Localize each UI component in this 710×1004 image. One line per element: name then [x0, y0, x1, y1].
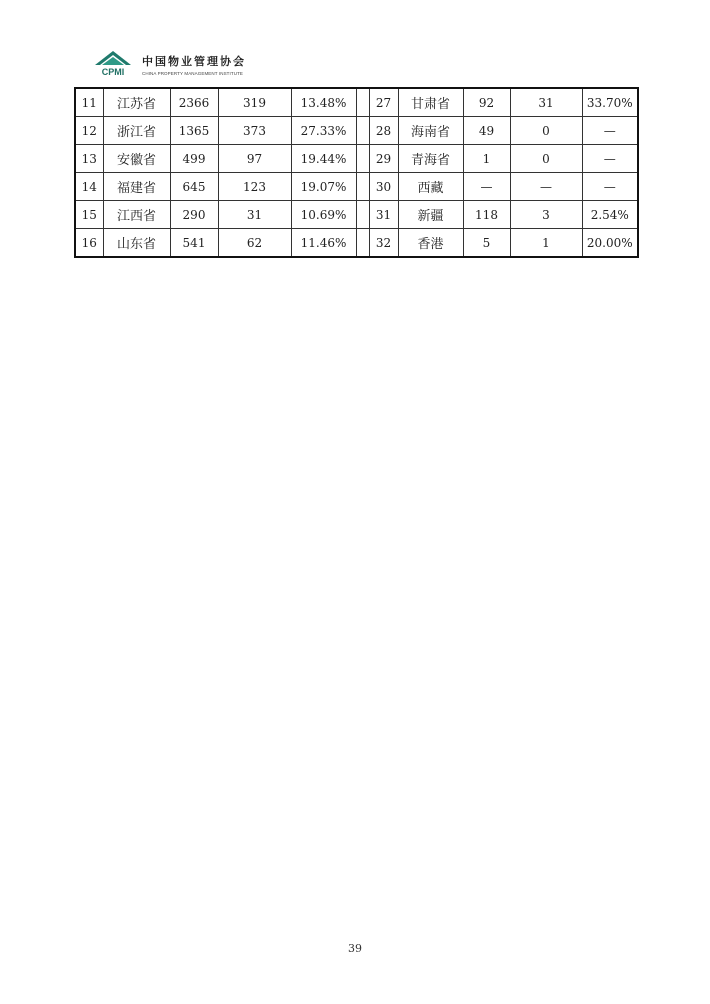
cell-index: 32: [369, 229, 398, 258]
cell-count: 1: [510, 229, 582, 258]
cell-province: 西藏: [398, 173, 463, 201]
column-divider: [356, 88, 369, 117]
cell-count: 123: [218, 173, 291, 201]
column-divider: [356, 117, 369, 145]
cell-province: 福建省: [103, 173, 170, 201]
cpmi-logo-icon: [92, 50, 134, 78]
cell-index: 13: [75, 145, 103, 173]
cell-percent: 19.44%: [291, 145, 356, 173]
cell-count: 0: [510, 117, 582, 145]
cell-province: 江西省: [103, 201, 170, 229]
cell-province: 浙江省: [103, 117, 170, 145]
org-name: [142, 53, 246, 76]
cell-index: 31: [369, 201, 398, 229]
table-row: [75, 201, 638, 229]
cell-province: 甘肃省: [398, 88, 463, 117]
cell-province: 青海省: [398, 145, 463, 173]
cell-province: 新疆: [398, 201, 463, 229]
cell-total: 49: [463, 117, 510, 145]
cell-province: 山东省: [103, 229, 170, 258]
cell-percent: 27.33%: [291, 117, 356, 145]
table-row: [75, 145, 638, 173]
province-stats-table: [74, 87, 639, 258]
cell-province: 安徽省: [103, 145, 170, 173]
cell-total: 290: [170, 201, 218, 229]
cell-percent: 19.07%: [291, 173, 356, 201]
cell-index: 12: [75, 117, 103, 145]
cell-count: 31: [218, 201, 291, 229]
cell-count: 373: [218, 117, 291, 145]
cell-count: 62: [218, 229, 291, 258]
cell-total: —: [463, 173, 510, 201]
cell-total: 499: [170, 145, 218, 173]
table-row: [75, 88, 638, 117]
cell-percent: 20.00%: [582, 229, 638, 258]
cell-percent: 13.48%: [291, 88, 356, 117]
cell-total: 541: [170, 229, 218, 258]
cell-count: 31: [510, 88, 582, 117]
cell-total: 1: [463, 145, 510, 173]
cell-count: 0: [510, 145, 582, 173]
cell-index: 14: [75, 173, 103, 201]
table-row: [75, 117, 638, 145]
cell-total: 2366: [170, 88, 218, 117]
cell-province: 海南省: [398, 117, 463, 145]
cell-province: 江苏省: [103, 88, 170, 117]
cell-index: 28: [369, 117, 398, 145]
cell-percent: 2.54%: [582, 201, 638, 229]
cell-index: 27: [369, 88, 398, 117]
column-divider: [356, 201, 369, 229]
cell-total: 1365: [170, 117, 218, 145]
table-row: [75, 229, 638, 258]
org-name-cn: 中国物业管理协会: [142, 55, 246, 68]
cell-total: 118: [463, 201, 510, 229]
cell-index: 15: [75, 201, 103, 229]
cell-percent: 10.69%: [291, 201, 356, 229]
cell-percent: —: [582, 117, 638, 145]
column-divider: [356, 173, 369, 201]
column-divider: [356, 229, 369, 258]
cell-count: 3: [510, 201, 582, 229]
cell-index: 16: [75, 229, 103, 258]
column-divider: [356, 145, 369, 173]
cell-percent: 11.46%: [291, 229, 356, 258]
cell-count: 319: [218, 88, 291, 117]
table-row: [75, 173, 638, 201]
logo-abbr: CPMI: [101, 67, 125, 77]
cell-count: —: [510, 173, 582, 201]
cell-percent: —: [582, 145, 638, 173]
cell-index: 29: [369, 145, 398, 173]
cell-total: 92: [463, 88, 510, 117]
cell-count: 97: [218, 145, 291, 173]
cell-percent: 33.70%: [582, 88, 638, 117]
cell-index: 30: [369, 173, 398, 201]
cell-index: 11: [75, 88, 103, 117]
cell-total: 645: [170, 173, 218, 201]
cell-percent: —: [582, 173, 638, 201]
org-name-en: CHINA PROPERTY MANAGEMENT INSTITUTE: [142, 71, 244, 76]
cell-total: 5: [463, 229, 510, 258]
cell-province: 香港: [398, 229, 463, 258]
page-number: 39: [348, 942, 362, 955]
